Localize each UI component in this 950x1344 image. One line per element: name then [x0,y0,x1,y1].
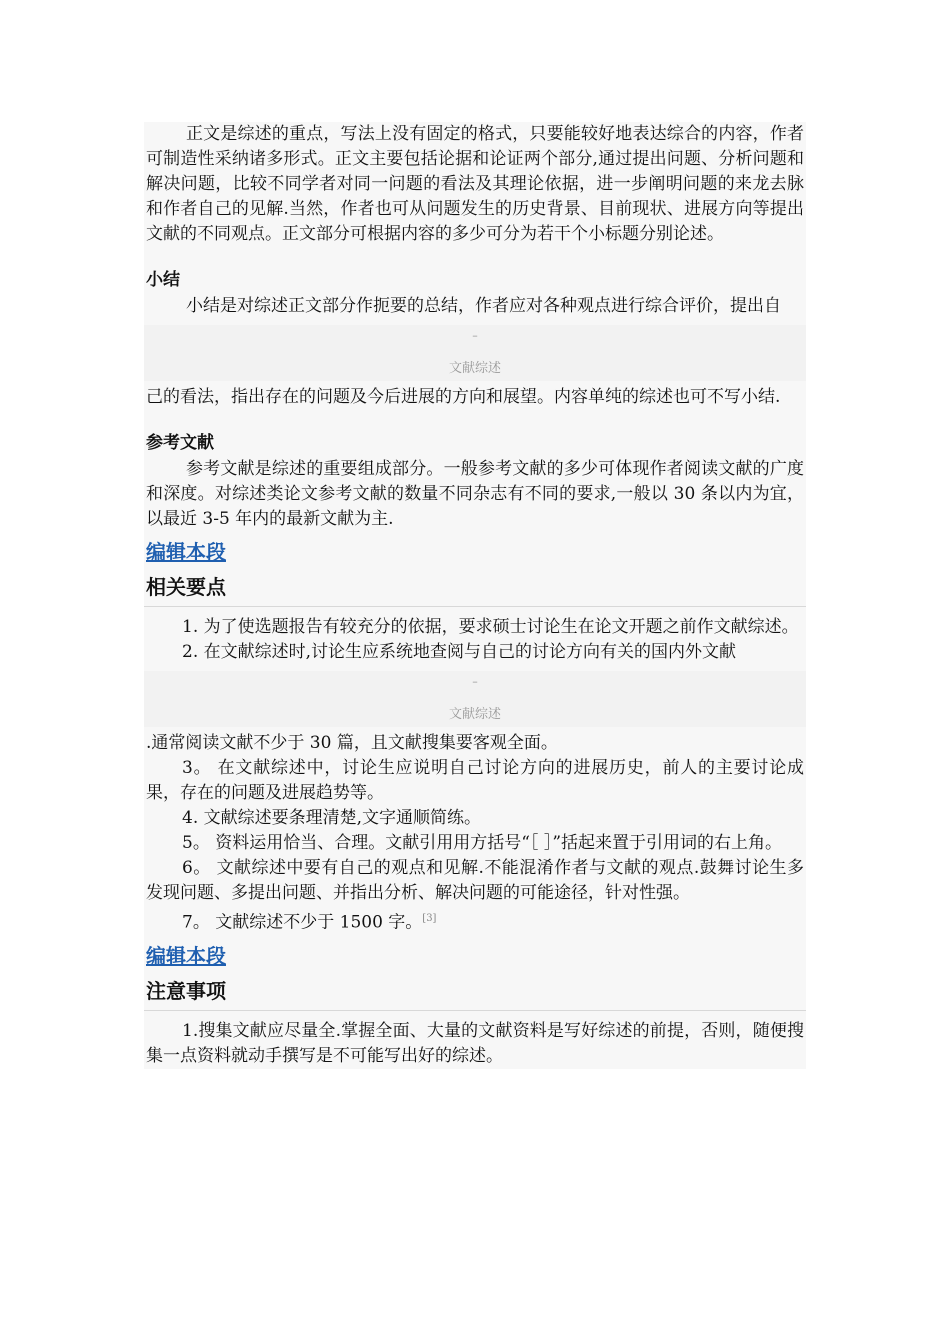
page-footer-dash: – [472,675,478,688]
summary-paragraph-part2: 己的看法，指出存在的问题及今后进展的方向和展望。内容单纯的综述也可不写小结. [146,387,781,407]
key-point-item-6: 6。 文献综述中要有自己的观点和见解.不能混淆作者与文献的观点.鼓舞讨论生多发现问题、多提出问题、并指出分析、解决问题的可能途径，针对性强。 [146,858,804,903]
key-point-item-4: 4. 文献综述要条理清楚,文字通顺简练。 [182,808,482,828]
page-footer-label: 文献综述 [448,361,501,376]
edit-section-link[interactable]: 编辑本段 [146,943,226,968]
key-point-item-7 [144,906,806,936]
references-heading: 参考文献 [146,433,214,453]
references-paragraph: 参考文献是综述的重要组成部分。一般参考文献的多少可体现作者阅读文献的广度和深度。对综述类论文参考文献的数量不同杂志有不同的要求,一般以 30 条以内为宜，以最近 3-5 年内的最新文献为主. [146,459,804,529]
notes-item-1: 1.搜集文献应尽量全.掌握全面、大量的文献资料是写好综述的前提，否则，随便搜集一点资料就动手撰写是不可能写出好的综述。 [146,1020,804,1066]
summary-paragraph-part1: 小结是对综述正文部分作扼要的总结，作者应对各种观点进行综合评价，提出自 [186,296,781,316]
page-footer [144,671,806,727]
document-body [144,122,806,1069]
summary-heading: 小结 [146,270,180,290]
key-point-item-1: 1. 为了使选题报告有较充分的依据，要求硕士讨论生在论文开题之前作文献综述。 [182,617,799,637]
key-points-heading: 相关要点 [144,567,806,607]
page-footer-dash: – [472,329,478,342]
page-footer [144,325,806,381]
notes-heading: 注意事项 [144,971,806,1011]
key-point-item-7-text: 7。 文献综述不少于 1500 字。 [182,912,423,933]
spacer [144,607,806,615]
page-footer-label: 文献综述 [448,707,501,722]
edit-section-link[interactable]: 编辑本段 [146,540,226,564]
key-point-item-2-part1: 2. 在文献综述时,讨论生应系统地查阅与自己的讨论方向有关的国内外文献 [182,642,737,662]
key-point-item-3: 3。 在文献综述中，讨论生应说明自己讨论方向的进展历史，前人的主要讨论成果，存在的问题及进展趋势等。 [146,758,804,803]
citation-link[interactable]: [3] [422,913,437,924]
key-point-item-2-part2: .通常阅读文献不少于 30 篇，且文献搜集要客观全面。 [146,733,558,753]
key-point-item-5: 5。 资料运用恰当、合理。文献引用用方括号“［ ］”括起来置于引用词的右上角。 [182,833,783,853]
intro-paragraph: 正文是综述的重点，写法上没有固定的格式，只要能较好地表达综合的内容，作者可制造性采纳诸多形式。正文主要包括论据和论证两个部分,通过提出问题、分析问题和解决问题，比较不同学者对同一问题的看法及其理论依据，进一步阐明问题的来龙去脉和作者自己的见解.当然，作者也可从问题发生的历史背景、目前现状、进展方向等提出文献的不同观点。正文部分可根据内容的多少可分为若干个小标题分别论述。 [146,124,804,244]
spacer [144,1011,806,1019]
